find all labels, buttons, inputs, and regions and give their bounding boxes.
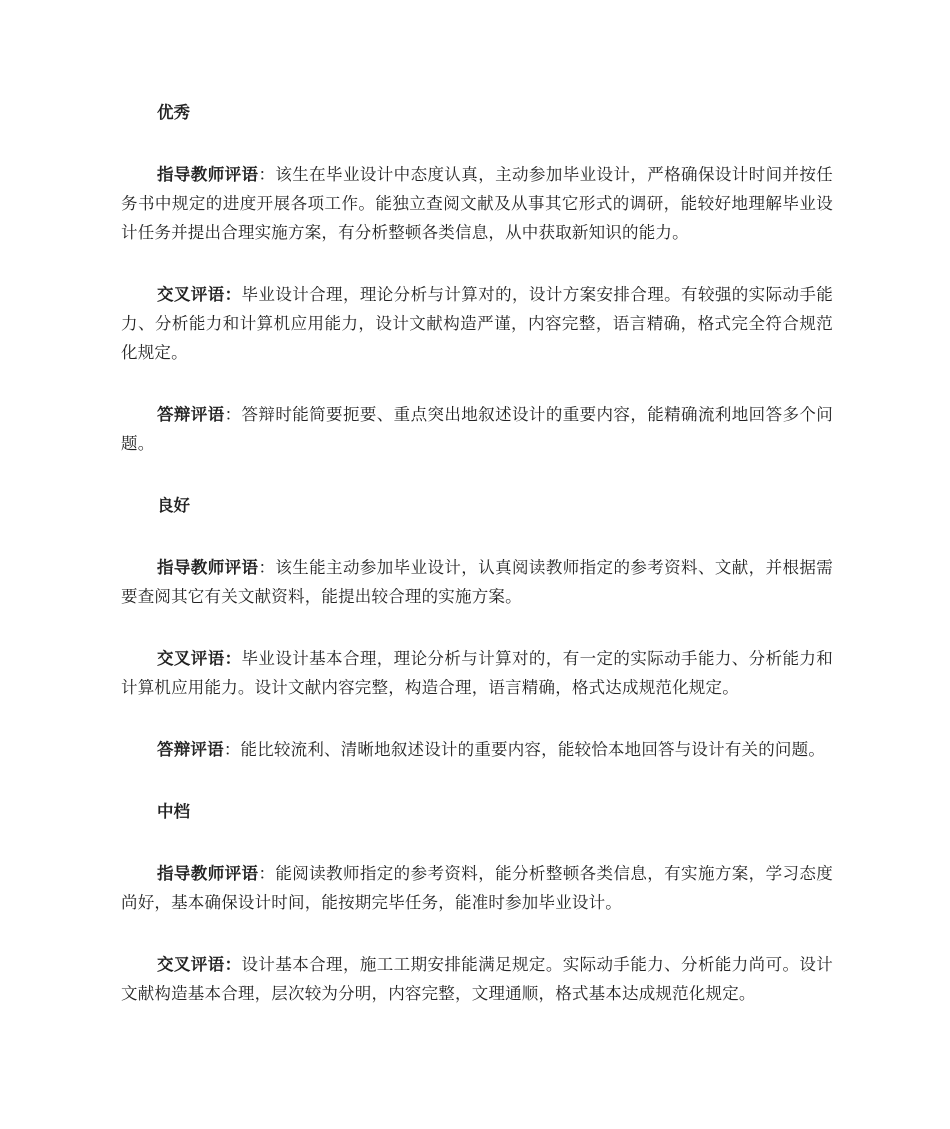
- label-separator: ：: [258, 558, 276, 577]
- comment-label: 指导教师评语: [157, 165, 259, 184]
- comment-label: 交叉评语: [157, 285, 225, 304]
- comment-label: 交叉评语: [157, 649, 225, 668]
- grade-heading-medium: 中档: [157, 802, 190, 821]
- comment-text: 毕业设计合理，理论分析与计算对的，设计方案安排合理。有较强的实际动手能力、分析能力和计算机应用能力，设计文献构造严谨，内容完整，语言精确，格式完全符合规范化规定。: [121, 285, 833, 362]
- comment-label: 答辩评语: [157, 405, 225, 424]
- comment-text: 能阅读教师指定的参考资料，能分析整顿各类信息，有实施方案，学习态度尚好，基本确保设计时间，能按期完毕任务，能准时参加毕业设计。: [121, 864, 833, 912]
- comment-paragraph: [121, 280, 833, 367]
- comment-paragraph: [121, 400, 833, 458]
- grade-heading-excellent: 优秀: [157, 103, 190, 122]
- label-separator: ：: [224, 285, 242, 304]
- comment-text: 该生能主动参加毕业设计，认真阅读教师指定的参考资料、文献，并根据需要查阅其它有关文献资料，能提出较合理的实施方案。: [121, 558, 833, 606]
- comment-text: 毕业设计基本合理，理论分析与计算对的，有一定的实际动手能力、分析能力和计算机应用能力。设计文献内容完整，构造合理，语言精确，格式达成规范化规定。: [121, 649, 833, 697]
- comment-paragraph: [121, 950, 833, 1008]
- label-separator: ：: [258, 165, 276, 184]
- comment-text: 该生在毕业设计中态度认真，主动参加毕业设计，严格确保设计时间并按任务书中规定的进度开展各项工作。能独立查阅文献及从事其它形式的调研，能较好地理解毕业设计任务并提出合理实施方案，有分析整顿各类信息，从中获取新知识的能力。: [121, 165, 833, 242]
- comment-paragraph: [121, 644, 833, 702]
- comment-text: 答辩时能简要扼要、重点突出地叙述设计的重要内容，能精确流利地回答多个问题。: [121, 405, 833, 453]
- comment-label: 交叉评语: [157, 955, 225, 974]
- label-separator: ：: [224, 649, 242, 668]
- label-separator: ：: [258, 864, 276, 883]
- label-separator: ：: [224, 405, 242, 424]
- comment-paragraph: [121, 735, 833, 764]
- label-separator: ：: [223, 740, 241, 759]
- comment-text: 设计基本合理，施工工期安排能满足规定。实际动手能力、分析能力尚可。设计文献构造基本合理，层次较为分明，内容完整，文理通顺，格式基本达成规范化规定。: [121, 955, 833, 1003]
- comment-label: 指导教师评语: [157, 558, 259, 577]
- document-body: [121, 98, 833, 1041]
- grade-heading-good: 良好: [157, 496, 190, 515]
- comment-label: 答辩评语: [157, 740, 224, 759]
- comment-text: 能比较流利、清晰地叙述设计的重要内容，能较恰本地回答与设计有关的问题。: [240, 740, 826, 759]
- label-separator: ：: [224, 955, 242, 974]
- comment-paragraph: [121, 553, 833, 611]
- comment-label: 指导教师评语: [157, 864, 259, 883]
- comment-paragraph: [121, 859, 833, 917]
- comment-paragraph: [121, 160, 833, 247]
